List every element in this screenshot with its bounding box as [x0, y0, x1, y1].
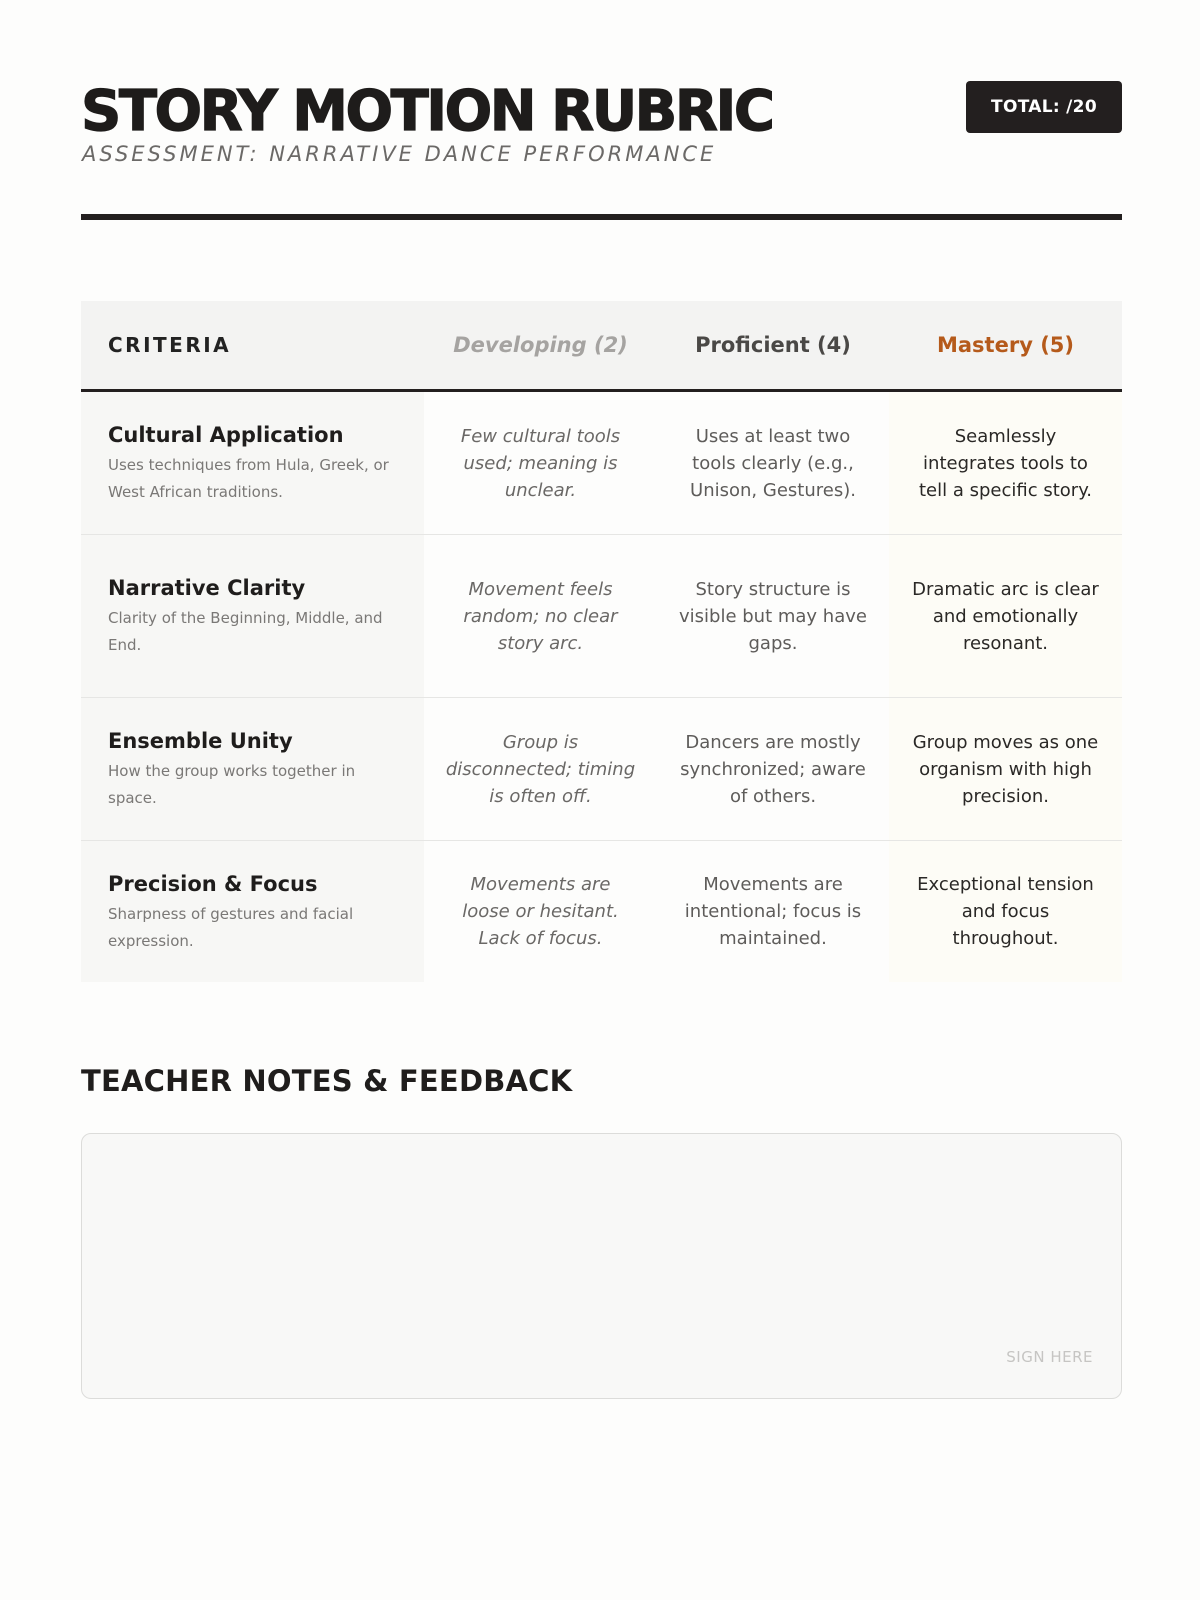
proficient-cell: Story structure is visible but may have gaps. [657, 535, 889, 698]
developing-cell: Few cultural tools used; meaning is unclear. [424, 391, 657, 535]
criteria-name: Ensemble Unity [108, 729, 293, 753]
rubric-table [81, 301, 1122, 982]
page-title: STORY MOTION RUBRIC [81, 79, 773, 144]
total-score-badge: TOTAL: /20 [966, 81, 1122, 133]
sign-here-label: SIGN HERE [1006, 1348, 1093, 1366]
table-row [81, 391, 1122, 535]
column-header-proficient: Proficient (4) [657, 301, 889, 391]
page-header [81, 0, 1122, 222]
proficient-cell: Dancers are mostly synchronized; aware of others. [657, 698, 889, 841]
criteria-description: Uses techniques from Hula, Greek, or West African traditions. [108, 456, 389, 501]
mastery-cell: Exceptional tension and focus throughout. [889, 841, 1122, 983]
table-row [81, 535, 1122, 698]
developing-cell: Movements are loose or hesitant. Lack of focus. [424, 841, 657, 983]
criteria-name: Narrative Clarity [108, 576, 306, 600]
criteria-description: Clarity of the Beginning, Middle, and End. [108, 609, 383, 654]
developing-cell: Movement feels random; no clear story arc. [424, 535, 657, 698]
mastery-cell: Group moves as one organism with high precision. [889, 698, 1122, 841]
criteria-name: Cultural Application [108, 423, 344, 447]
column-header-developing: Developing (2) [424, 301, 657, 391]
mastery-cell: Seamlessly integrates tools to tell a specific story. [889, 391, 1122, 535]
table-row [81, 841, 1122, 983]
developing-cell: Group is disconnected; timing is often off. [424, 698, 657, 841]
teacher-notes-box[interactable] [81, 1133, 1122, 1399]
header-divider [81, 214, 1122, 220]
column-header-mastery: Mastery (5) [889, 301, 1122, 391]
criteria-cell [81, 841, 424, 983]
mastery-cell: Dramatic arc is clear and emotionally resonant. [889, 535, 1122, 698]
criteria-description: Sharpness of gestures and facial expression. [108, 904, 354, 950]
criteria-description: How the group works together in space. [108, 762, 356, 807]
criteria-cell [81, 391, 424, 535]
page-subtitle: ASSESSMENT: NARRATIVE DANCE PERFORMANCE [82, 142, 717, 166]
criteria-name: Precision & Focus [108, 871, 318, 896]
rubric-page [81, 0, 1122, 1366]
column-header-criteria: CRITERIA [81, 301, 424, 391]
criteria-cell [81, 535, 424, 698]
proficient-cell: Uses at least two tools clearly (e.g., Unison, Gestures). [657, 391, 889, 535]
proficient-cell: Movements are intentional; focus is maintained. [657, 841, 889, 983]
table-row [81, 698, 1122, 841]
criteria-cell [81, 698, 424, 841]
rubric-header-row [81, 301, 1122, 391]
notes-heading: TEACHER NOTES & FEEDBACK [81, 1064, 573, 1098]
